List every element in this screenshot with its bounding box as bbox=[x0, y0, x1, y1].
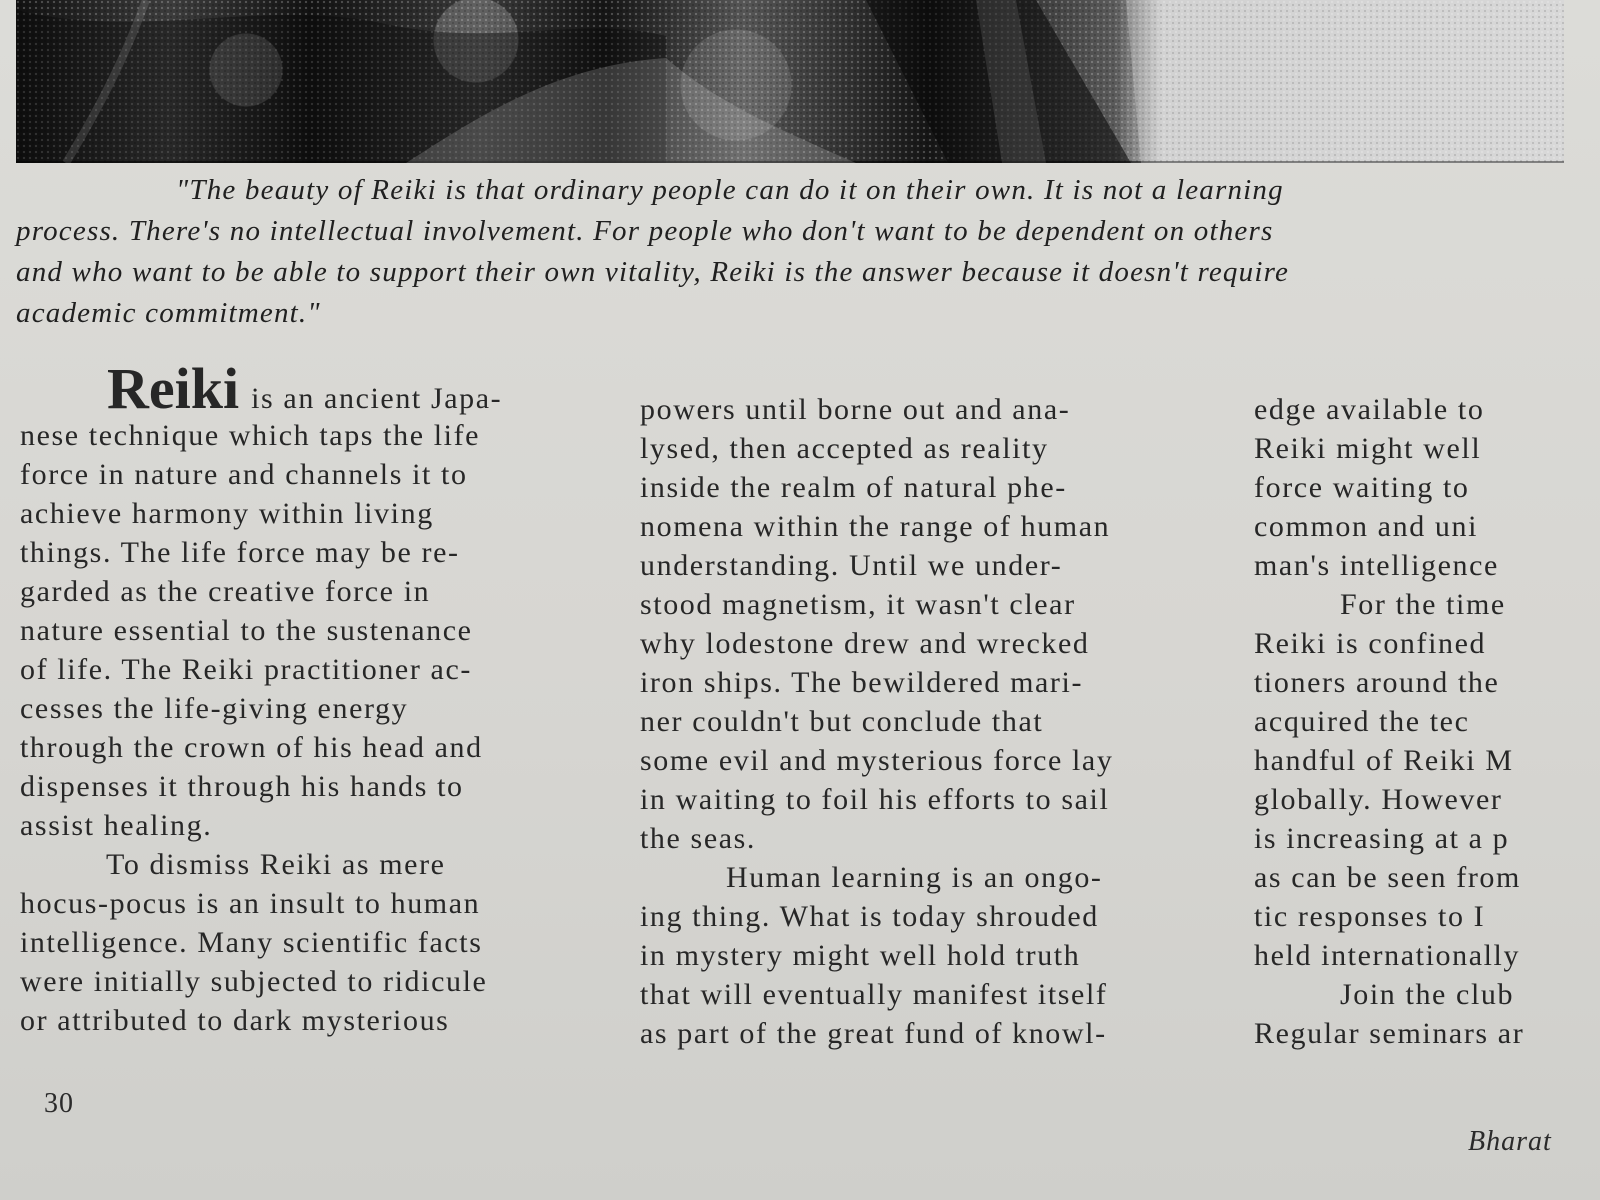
right-column-line: edge available to bbox=[1254, 393, 1485, 426]
article-lead-word: Reiki bbox=[107, 356, 240, 421]
photo-halftone-illustration bbox=[16, 0, 1564, 163]
center-column-line: Human learning is an ongo- bbox=[726, 861, 1103, 894]
article-right-column bbox=[1254, 390, 1600, 1053]
article-lead-line bbox=[20, 356, 610, 421]
pull-quote bbox=[16, 170, 1548, 334]
left-column-line: were initially subjected to ridicule bbox=[20, 965, 488, 998]
right-column-line: force waiting to bbox=[1254, 471, 1470, 504]
left-column-line: hocus-pocus is an insult to human bbox=[20, 887, 481, 920]
publication-footer-title: Bharat bbox=[1468, 1126, 1552, 1157]
right-column-line: Reiki is confined bbox=[1254, 627, 1487, 660]
right-column-line: tioners around the bbox=[1254, 666, 1500, 699]
center-column-line: lysed, then accepted as reality bbox=[640, 432, 1049, 465]
left-column-line: nese technique which taps the life bbox=[20, 419, 481, 452]
left-column-line: achieve harmony within living bbox=[20, 497, 434, 530]
right-column-line: held internationally bbox=[1254, 939, 1521, 972]
left-column-line: garded as the creative force in bbox=[20, 575, 431, 608]
pull-quote-line: and who want to be able to support their own vitality, Reiki is the answer because it doesn't require bbox=[16, 256, 1290, 288]
center-column-line: some evil and mysterious force lay bbox=[640, 744, 1114, 777]
right-column-line: globally. However bbox=[1254, 783, 1503, 816]
right-column-line: is increasing at a p bbox=[1254, 822, 1510, 855]
left-column-line: through the crown of his head and bbox=[20, 731, 483, 764]
left-column-line: nature essential to the sustenance bbox=[20, 614, 473, 647]
pull-quote-line: "The beauty of Reiki is that ordinary people can do it on their own. It is not a learning bbox=[176, 174, 1284, 206]
right-column-line: For the time bbox=[1340, 588, 1506, 621]
left-column-line: or attributed to dark mysterious bbox=[20, 1004, 450, 1037]
left-column-line: To dismiss Reiki as mere bbox=[106, 848, 446, 881]
article-left-column bbox=[20, 356, 610, 1040]
center-column-line: ing thing. What is today shrouded bbox=[640, 900, 1099, 933]
left-column-line: force in nature and channels it to bbox=[20, 458, 468, 491]
left-column-line: things. The life force may be re- bbox=[20, 536, 460, 569]
article-center-column bbox=[640, 390, 1220, 1053]
left-column-line: dispenses it through his hands to bbox=[20, 770, 464, 803]
right-column-line: Join the club bbox=[1340, 978, 1515, 1011]
left-column-line: of life. The Reiki practitioner ac- bbox=[20, 653, 472, 686]
center-column-line: in mystery might well hold truth bbox=[640, 939, 1081, 972]
right-column-line: common and uni bbox=[1254, 510, 1479, 543]
right-column-line: as can be seen from bbox=[1254, 861, 1521, 894]
right-column-line: tic responses to I bbox=[1254, 900, 1486, 933]
center-column-line: why lodestone drew and wrecked bbox=[640, 627, 1090, 660]
page-number: 30 bbox=[44, 1088, 74, 1119]
center-column-line: powers until borne out and ana- bbox=[640, 393, 1071, 426]
pull-quote-line: academic commitment." bbox=[16, 297, 321, 329]
center-column-line: inside the realm of natural phe- bbox=[640, 471, 1067, 504]
center-column-line: in waiting to foil his efforts to sail bbox=[640, 783, 1110, 816]
center-column-line: stood magnetism, it wasn't clear bbox=[640, 588, 1076, 621]
center-column-line: nomena within the range of human bbox=[640, 510, 1111, 543]
center-column-line: iron ships. The bewildered mari- bbox=[640, 666, 1084, 699]
center-column-line: as part of the great fund of knowl- bbox=[640, 1017, 1107, 1050]
center-column-line: ner couldn't but conclude that bbox=[640, 705, 1044, 738]
left-column-line: intelligence. Many scientific facts bbox=[20, 926, 483, 959]
right-column-line: handful of Reiki M bbox=[1254, 744, 1514, 777]
left-column-line: cesses the life-giving energy bbox=[20, 692, 409, 725]
pull-quote-line: process. There's no intellectual involvement. For people who don't want to be dependent on others bbox=[16, 215, 1274, 247]
right-column-line: Regular seminars ar bbox=[1254, 1017, 1525, 1050]
left-column-line: assist healing. bbox=[20, 809, 213, 842]
center-column-line: the seas. bbox=[640, 822, 757, 855]
right-column-line: acquired the tec bbox=[1254, 705, 1470, 738]
center-column-line: understanding. Until we under- bbox=[640, 549, 1063, 582]
center-column-line: that will eventually manifest itself bbox=[640, 978, 1108, 1011]
article-lead-text: is an ancient Japa- bbox=[251, 382, 503, 415]
article-photo bbox=[16, 0, 1564, 163]
right-column-line: man's intelligence bbox=[1254, 549, 1499, 582]
right-column-line: Reiki might well bbox=[1254, 432, 1482, 465]
